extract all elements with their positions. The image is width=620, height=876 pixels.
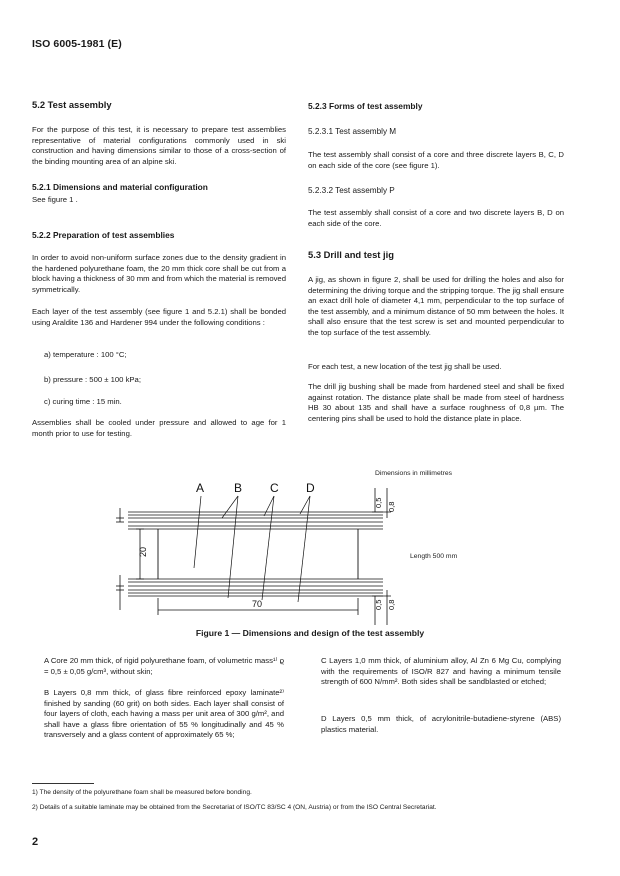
section-5-2-1-title: 5.2.1 Dimensions and material configuration [32,182,208,192]
dimension-bottom-08: 0,8 [387,599,396,610]
core-outline [158,529,358,579]
figure-1-caption: Figure 1 — Dimensions and design of the test assembly [195,628,425,638]
section-5-2-text: For the purpose of this test, it is necessary to prepare test assemblies representative of material configurations commonly used in ski construction and having dimensions similar to those of a cross-section of the binding mounting area of an alpine ski. [32,125,286,166]
section-5-2-2-paragraph-2: Each layer of the test assembly (see figure 1 and 5.2.1) shall be bonded using Araldite 136 and Hardener 994 under the following conditions : [32,307,286,327]
section-5-2-2-paragraph-3: Assemblies shall be cooled under pressure and allowed to age for 1 month prior to use for testing. [32,418,286,438]
footnote-1: 1) The density of the polyurethane foam shall be measured before bonding. [32,789,252,796]
condition-pressure: b) pressure : 500 ± 100 kPa; [44,375,141,384]
section-5-2-3-title: 5.2.3 Forms of test assembly [308,101,423,111]
condition-curing-time: c) curing time : 15 min. [44,397,122,406]
length-note: Length 500 mm [410,553,458,560]
page-number: 2 [32,836,39,848]
footnote-divider [32,783,94,784]
label-b: B [234,481,243,495]
section-5-2-title: 5.2 Test assembly [32,99,112,110]
legend-item-a: A Core 20 mm thick, of rigid polyurethane foam, of volumetric mass¹⁾ ϱ = 0,5 ± 0,05 g/cm³, without skin; [44,656,284,676]
dimension-bottom-05: 0,5 [374,599,383,610]
section-5-3-paragraph-1: A jig, as shown in figure 2, shall be used for drilling the holes and also for determining the driving torque and the stripping torque. The jig shall ensure an exact drill hole of diameter 4,1 mm, perpendicular to the top surface of the test assembly, and a minimum distance of 50 mm between the holes. It shall also ensure that the test screw is set and mounted perpendicular to the top surface of the test assembly. [308,275,564,337]
label-d: D [306,481,315,495]
figure-1-drawing [0,460,620,630]
dimension-top-08: 0,8 [387,501,396,512]
label-a: A [196,481,205,495]
legend-item-b: B Layers 0,8 mm thick, of glass fibre reinforced epoxy laminate²⁾ finished by sanding (60 grit) on both sides. Each layer shall consist of four layers of cloth, each having a mass per unit area of 300 g/m², and shall have a glass fibre orientation of 55 % longitudinally and 45 % transversely and a glass content of approximately 65 %; [44,688,284,740]
section-5-2-1-text: See figure 1 . [32,195,78,204]
section-5-3-paragraph-3: The drill jig bushing shall be made from hardened steel and shall be fixed against rotation. The distance plate shall be made from steel of hardness HB 30 about 135 and shall have a surface roughness of 0,8 µm. The centering pins shall be used to hold the distance plate in place. [308,382,564,423]
label-c: C [270,481,279,495]
dimension-top-05: 0,5 [374,497,383,508]
section-5-2-3-2-text: The test assembly shall consist of a core and two discrete layers B, D on each side of the core. [308,208,564,228]
section-5-2-3-1-text: The test assembly shall consist of a core and three discrete layers B, C, D on each side of the core (see figure 1). [308,150,564,170]
bottom-layers [128,579,383,596]
legend-item-c: C Layers 1,0 mm thick, of aluminium alloy, Al Zn 6 Mg Cu, complying with the requirements of ISO/R 827 and having a minimum tensile strength of 600 N/mm². Both sides shall be sandblasted or etched; [321,656,561,687]
legend-item-d: D Layers 0,5 mm thick, of acrylonitrile-butadiene-styrene (ABS) plastics material. [321,714,561,734]
dimension-core-thickness: 20 [138,546,148,557]
condition-temperature: a) temperature : 100 °C; [44,350,127,359]
footnote-2: 2) Details of a suitable laminate may be obtained from the Secretariat of ISO/TC 83/SC 4 (ON, Austria) or from the ISO Central Secretariat. [32,804,437,811]
section-5-2-3-2-title: 5.2.3.2 Test assembly P [308,186,395,195]
dimensions-note: Dimensions in millimetres [375,470,453,477]
dimension-length-70: 70 [252,599,263,609]
section-5-3-paragraph-2: For each test, a new location of the test jig shall be used. [308,362,502,371]
section-5-2-3-1-title: 5.2.3.1 Test assembly M [308,127,397,136]
top-layers [128,512,383,529]
section-5-2-2-title: 5.2.2 Preparation of test assemblies [32,230,175,240]
left-dimension-lines [116,508,144,610]
section-5-2-2-paragraph-1: In order to avoid non-uniform surface zones due to the density gradient in the hardened polyurethane foam, the 20 mm thick core shall be cut from a block having a thickness of 30 mm and from which the material is removed symmetrically. [32,253,286,294]
document-header: ISO 6005-1981 (E) [32,38,122,50]
section-5-3-title: 5.3 Drill and test jig [308,249,394,260]
